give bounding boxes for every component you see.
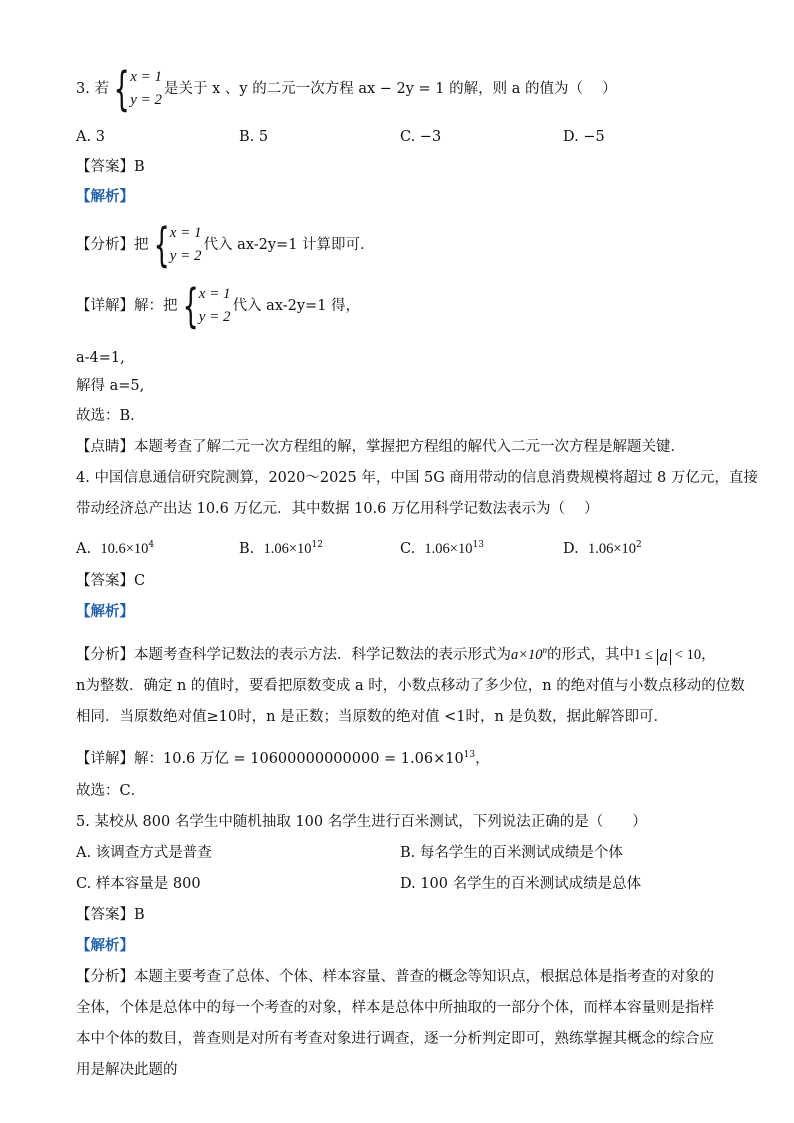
q5-stem: 5. 某校从 800 名学生中随机抽取 100 名学生进行百米测试，下列说法正确的是（ ）: [76, 814, 647, 830]
q3-choice: 故选：B．: [76, 408, 145, 424]
eq-x: x = 1: [130, 69, 163, 85]
brace-icon: {: [182, 279, 199, 333]
q4-fenxi-line2: n为整数．确定 n 的值时，要看把原数变成 a 时，小数点移动了多少位，n 的绝对值与小数点移动的位数: [76, 678, 745, 694]
q3-fenxi: [76, 218, 375, 272]
q3-xiangjie-system: [180, 279, 231, 333]
q4-xiangjie: 【详解】解：10.6 万亿 = $10600000000000 = 1.06\times 10^{13}$，: [76, 750, 490, 767]
q3-stem-text: 是关于 x 、y 的二元一次方程 ax − 2y = 1 的解，则 a 的值为（ ）: [164, 81, 617, 97]
q3-step1: a-4=1,: [76, 350, 125, 366]
eq-y: y = 2: [169, 248, 202, 264]
q3-option-a: A. 3: [76, 129, 105, 145]
absolute-value: a: [657, 649, 672, 665]
eq-y: y = 2: [198, 309, 231, 325]
q3-analysis-tag: 【解析】: [76, 188, 134, 205]
q4-option-b: B. $1.06\times 10^{12}$: [239, 540, 323, 557]
q3-fenxi-prefix: 【分析】把: [76, 237, 149, 253]
q3-option-d: D. −5: [563, 129, 605, 145]
brace-icon: {: [153, 218, 170, 272]
q4-option-c: C. $1.06\times 10^{13}$: [400, 540, 484, 557]
q3-answer: 【答案】B: [76, 159, 145, 175]
q4-answer: 【答案】C: [76, 573, 146, 589]
q3-option-c: C. −3: [400, 129, 442, 145]
q4-option-a: A. $10.6\times 10^4$: [76, 540, 155, 557]
q3-fenxi-suffix: 代入 ax-2y=1 计算即可．: [203, 237, 375, 253]
q3-equation-system: [111, 62, 163, 116]
brace-icon: {: [113, 62, 130, 116]
q3-fenxi-system: [151, 218, 202, 272]
q5-option-a: A. 该调查方式是普查: [76, 845, 212, 861]
q3-step2: 解得 a=5,: [76, 378, 145, 394]
q4-analysis-tag: 【解析】: [76, 603, 134, 620]
q3-dianjing: 【点睛】本题考查了解二元一次方程组的解，掌握把方程组的解代入二元一次方程是解题关键．: [76, 439, 685, 455]
q3-xiangjie-prefix: 【详解】解：把: [76, 298, 178, 314]
q4-stem-line1: 4. 中国信息通信研究院测算，2020～2025 年，中国 5G 商用带动的信息消费规模将超过 8 万亿元，直接: [76, 470, 758, 486]
q3-number: 3. 若: [76, 81, 109, 97]
eq-y: y = 2: [130, 92, 163, 108]
q4-stem-line2: 带动经济总产出达 10.6 万亿元．其中数据 10.6 万亿用科学记数法表示为（ ）: [76, 501, 599, 517]
q5-analysis-tag: 【解析】: [76, 937, 134, 954]
q4-option-d: D. $1.06\times 10^2$: [563, 540, 642, 557]
q5-option-c: C. 样本容量是 800: [76, 876, 201, 892]
q3-stem: [76, 62, 617, 116]
q5-option-b: B. 每名学生的百米测试成绩是个体: [400, 845, 623, 861]
q3-xiangjie: [76, 279, 361, 333]
q4-fenxi-line1: 【分析】本题考查科学记数法的表示方法．科学记数法的表示形式为$a\times 10^n$的形式，其中1 ≤ a < 10，: [76, 645, 716, 665]
q4-fenxi-line3: 相同．当原数绝对值≥10时，n 是正数；当原数的绝对值 <1时，n 是负数，据此解答即可．: [76, 709, 668, 725]
q4-choice: 故选：C．: [76, 783, 146, 799]
eq-x: x = 1: [198, 286, 231, 302]
q3-xiangjie-suffix: 代入 ax-2y=1 得，: [232, 298, 361, 314]
eq-x: x = 1: [169, 225, 202, 241]
q5-option-d: D. 100 名学生的百米测试成绩是总体: [400, 876, 642, 892]
q5-answer: 【答案】B: [76, 907, 145, 923]
q5-fenxi: 【分析】本题主要考查了总体、个体、样本容量、普查的概念等知识点，根据总体是指考查的对象的全体，个体是总体中的每一个考查的对象，样本是总体中所抽取的一部分个体，而样本容量则是指样本中个体的数目，普查则是对所有考查对象进行调查，逐一分析判定即可，熟练掌握其概念的综合应用是解决此题的: [76, 969, 714, 1078]
q3-option-b: B. 5: [239, 129, 269, 145]
